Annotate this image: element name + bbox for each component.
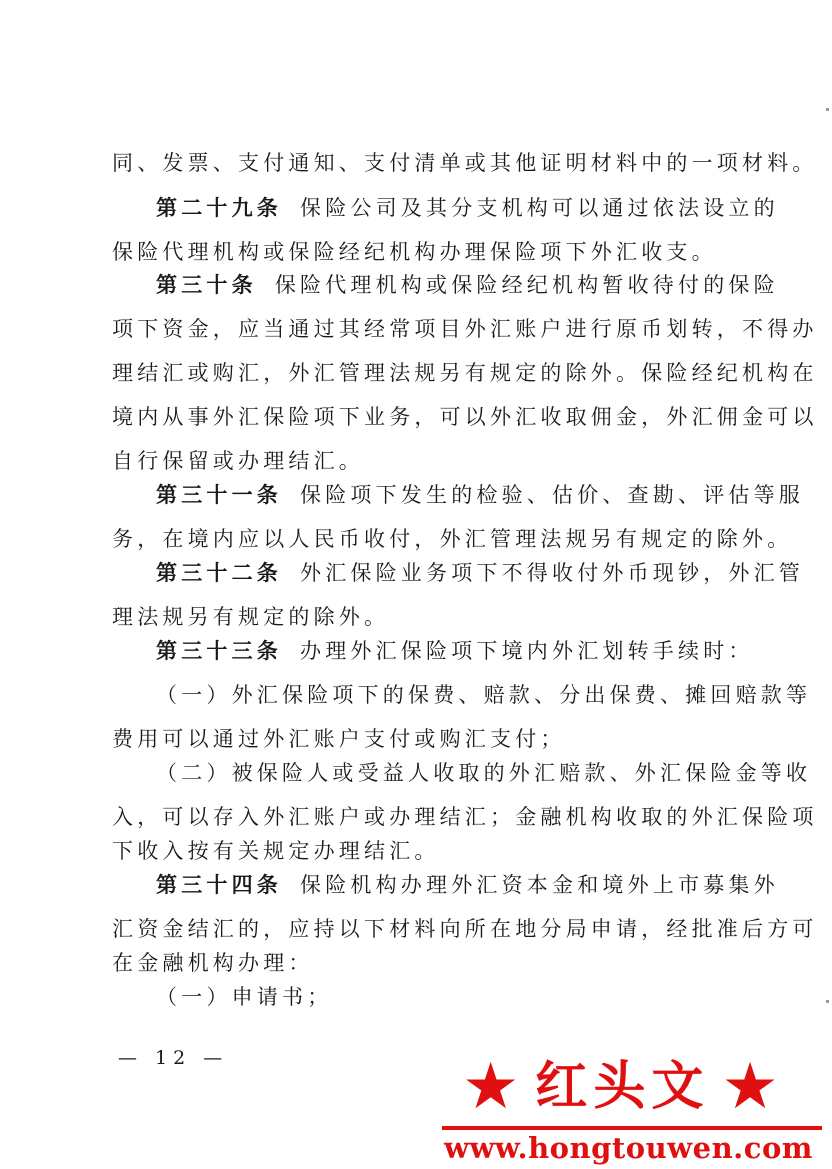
paragraph-text: 入，可以存入外汇账户或办理结汇；金融机构收取的外汇保险项	[112, 805, 818, 829]
paragraph-line	[112, 524, 792, 554]
paragraph-line	[156, 558, 804, 588]
paragraph-text: 理法规另有规定的除外。	[112, 605, 390, 629]
scan-mark	[826, 108, 829, 111]
paragraph-text: 费用可以通过外汇账户支付或购汇支付；	[112, 727, 566, 751]
paragraph-text: 保险代理机构或保险经纪机构办理保险项下外汇收支。	[112, 240, 717, 264]
watermark	[444, 1050, 822, 1165]
article-number: 第三十四条	[156, 872, 282, 897]
paragraph-text: 保险公司及其分支机构可以通过依法设立的	[300, 196, 779, 220]
paragraph-text: （一）申请书；	[156, 985, 333, 1009]
paragraph-line	[112, 314, 818, 344]
paragraph-line	[112, 148, 818, 178]
paragraph-line	[112, 802, 818, 832]
article-number: 第三十三条	[156, 638, 282, 663]
paragraph-text: 外汇保险业务项下不得收付外币现钞，外汇管	[300, 561, 804, 585]
paragraph-text: 同、发票、支付通知、支付清单或其他证明材料中的一项材料。	[112, 151, 818, 175]
article-number: 第三十二条	[156, 560, 282, 585]
paragraph-line	[112, 446, 364, 476]
article-number: 第三十一条	[156, 482, 282, 507]
article-number: 第二十九条	[156, 195, 282, 220]
paragraph-line	[156, 193, 779, 223]
paragraph-text: 在金融机构办理：	[112, 951, 314, 975]
paragraph-text: 保险机构办理外汇资本金和境外上市募集外	[300, 873, 779, 897]
paragraph-line	[156, 680, 811, 710]
paragraph-text: 汇资金结汇的，应持以下材料向所在地分局申请，经批准后方可	[112, 917, 818, 941]
paragraph-line	[156, 758, 811, 788]
page-number: — 12 —	[118, 1047, 229, 1069]
paragraph-text: （一）外汇保险项下的保费、赔款、分出保费、摊回赔款等	[156, 683, 812, 707]
watermark-title-row	[462, 1052, 822, 1122]
watermark-title: 红头文	[535, 1056, 710, 1117]
paragraph-line	[156, 270, 779, 300]
paragraph-text: 下收入按有关规定办理结汇。	[112, 839, 440, 863]
paragraph-text: 境内从事外汇保险项下业务，可以外汇收取佣金，外汇佣金可以	[112, 405, 818, 429]
paragraph-line	[156, 870, 779, 900]
watermark-url: www.hongtouwen.com	[444, 1131, 813, 1165]
paragraph-text: 自行保留或办理结汇。	[112, 449, 364, 473]
watermark-rule	[442, 1126, 822, 1130]
paragraph-line	[112, 914, 818, 944]
paragraph-line	[112, 724, 566, 754]
paragraph-line	[156, 480, 804, 510]
paragraph-text: （二）被保险人或受益人收取的外汇赔款、外汇保险金等收	[156, 761, 812, 785]
paragraph-line	[112, 948, 314, 978]
paragraph-line	[112, 358, 818, 388]
paragraph-line	[112, 237, 717, 267]
paragraph-text: 务，在境内应以人民币收付，外汇管理法规另有规定的除外。	[112, 527, 793, 551]
paragraph-text: 理结汇或购汇，外汇管理法规另有规定的除外。保险经纪机构在	[112, 361, 818, 385]
paragraph-line	[156, 982, 332, 1012]
paragraph-text: 办理外汇保险项下境内外汇划转手续时：	[300, 639, 754, 663]
paragraph-text: 项下资金，应当通过其经常项目外汇账户进行原币划转，不得办	[112, 317, 818, 341]
paragraph-text: 保险项下发生的检验、估价、查勘、评估等服	[300, 483, 804, 507]
star-icon: ★	[462, 1050, 520, 1124]
paragraph-line	[112, 602, 389, 632]
paragraph-line	[112, 402, 818, 432]
paragraph-line	[156, 636, 754, 666]
scan-mark	[826, 1000, 829, 1003]
article-number: 第三十条	[156, 272, 257, 297]
star-icon: ★	[721, 1050, 779, 1124]
paragraph-text: 保险代理机构或保险经纪机构暂收待付的保险	[274, 273, 779, 297]
paragraph-line	[112, 836, 440, 866]
